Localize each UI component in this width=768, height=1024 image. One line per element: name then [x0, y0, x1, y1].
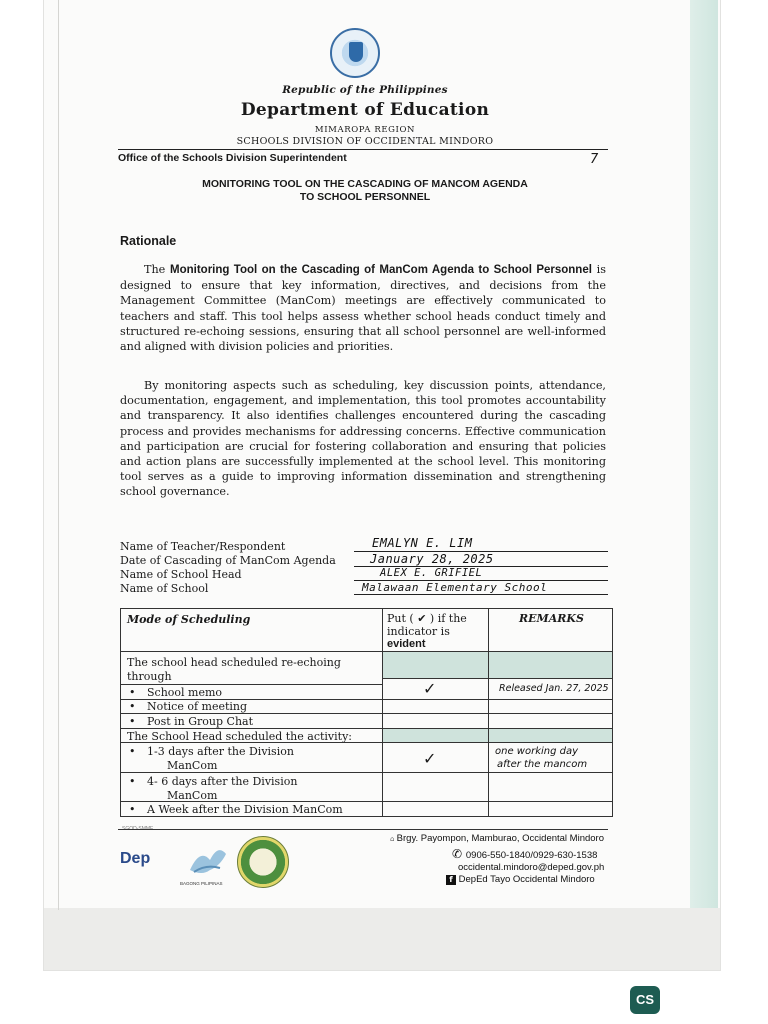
- check-cell-memo[interactable]: [382, 678, 489, 700]
- check-cell-4-6-days[interactable]: [382, 772, 489, 802]
- item-4-6-days-line2: ManCom: [167, 789, 218, 802]
- camscanner-badge[interactable]: CS: [630, 986, 660, 1014]
- group1-cell: [120, 651, 383, 685]
- row-week-after: [120, 801, 383, 817]
- email-text: occidental.mindoro@deped.gov.ph: [458, 862, 605, 873]
- col-header-indicator-2: indicator is: [387, 625, 450, 638]
- page-bottom-margin: [44, 908, 720, 970]
- header-divider: [118, 149, 608, 150]
- teacher-label: Name of Teacher/Respondent: [120, 540, 286, 553]
- deped-seal-icon: [330, 28, 380, 78]
- remark-cell-memo[interactable]: [488, 678, 613, 700]
- item-group-chat: • Post in Group Chat: [147, 715, 253, 728]
- republic-heading: Republic of the Philippines: [282, 84, 448, 96]
- col-header-indicator-1: Put ( ✔ ) if the: [387, 612, 467, 625]
- footer-divider: [118, 829, 608, 830]
- check-mark-1-3-days: ✓: [423, 749, 437, 768]
- header-cell-indicator: [382, 608, 489, 652]
- deped-logo: Dep: [120, 850, 151, 867]
- group1-shaded-remarks: [488, 651, 613, 679]
- head-label: Name of School Head: [120, 568, 242, 581]
- rationale-paragraph-2: By monitoring aspects such as scheduling, key discussion points, attendance, documentation, engagement, and implementation, this tool promotes accountability and transparency. It also identifies challenges encountered during the cascading process and provides mechanisms for addressing concerns. Effective communication and participation are crucial for fostering collaboration and ensuring that policies and action plans are successfully implemented at the school level. This monitoring tool serves as a guide to improving information dissemination and strengthening school governance.: [120, 379, 606, 499]
- page-edge-shadow: [690, 0, 718, 968]
- remark-cell-week[interactable]: [488, 801, 613, 817]
- bagong-pilipinas-label: BAGONG PILIPINAS: [180, 881, 223, 886]
- document-title-line1: MONITORING TOOL ON THE CASCADING OF MANCOM AGENDA: [202, 178, 528, 190]
- teacher-value[interactable]: EMALYN E. LIM: [372, 536, 473, 550]
- section-heading: Rationale: [120, 234, 177, 248]
- form-code: SGOD-SMME: [122, 826, 154, 832]
- remark-cell-notice[interactable]: [488, 699, 613, 714]
- p1-body: is designed to ensure that key information, directives, and decisions from the Management Committee (ManCom) meetings are effectively communicated to teachers and staff. This tool helps assess whether school heads conduct timely and structured re-echoing sessions, ensuring that all school personnel are well-informed and aligned with division policies and priorities.: [120, 263, 606, 354]
- office-name: Office of the Schools Division Superintendent: [118, 152, 347, 164]
- check-cell-notice[interactable]: [382, 699, 489, 714]
- bagong-pilipinas-logo-icon: [180, 840, 234, 884]
- col-header-indicator-3: evident: [387, 638, 426, 650]
- group2-shaded-remarks: [488, 728, 613, 743]
- item-1-3-days-line2: ManCom: [167, 759, 218, 772]
- head-value[interactable]: ALEX E. GRIFIEL: [380, 567, 483, 579]
- region-heading: MIMAROPA REGION: [314, 125, 416, 135]
- check-mark-memo: ✓: [423, 679, 437, 698]
- remark-cell-chat[interactable]: [488, 713, 613, 729]
- remark-memo: Released Jan. 27, 2025: [499, 683, 609, 694]
- item-school-memo: • School memo: [147, 686, 222, 699]
- row-4-6-days: [120, 772, 383, 802]
- document-title-line2: TO SCHOOL PERSONNEL: [299, 191, 431, 203]
- footer-email[interactable]: [458, 862, 604, 873]
- group2-shaded-indicator: [382, 728, 489, 743]
- row-notice: [120, 699, 383, 714]
- header-cell-remarks: [488, 608, 613, 652]
- remark-1-3-days-line1: one working day: [495, 746, 579, 757]
- facebook-icon: f: [446, 875, 456, 885]
- item-notice-of-meeting: • Notice of meeting: [147, 700, 247, 713]
- check-cell-chat[interactable]: [382, 713, 489, 729]
- item-4-6-days-line1: • 4- 6 days after the Division: [147, 775, 297, 788]
- school-label: Name of School: [120, 582, 209, 595]
- school-line: [354, 594, 608, 595]
- group1-line2: through: [127, 670, 172, 683]
- department-heading: Department of Education: [240, 100, 490, 120]
- p1-lead: The: [144, 263, 171, 276]
- date-value[interactable]: January 28, 2025: [370, 552, 494, 566]
- footer-phone: [452, 847, 597, 861]
- footer-facebook[interactable]: [446, 874, 595, 885]
- date-label: Date of Cascading of ManCom Agenda: [120, 554, 336, 567]
- footer-address: [390, 833, 604, 844]
- school-value[interactable]: Malawaan Elementary School: [362, 581, 548, 594]
- facebook-text: DepEd Tayo Occidental Mindoro: [458, 874, 595, 885]
- item-week-after: • A Week after the Division ManCom: [147, 803, 343, 816]
- address-text: Brgy. Payompon, Mamburao, Occidental Mindoro: [396, 833, 605, 844]
- row-1-3-days: [120, 742, 383, 773]
- row-school-memo: [120, 684, 383, 700]
- check-cell-week[interactable]: [382, 801, 489, 817]
- row-group-chat: [120, 713, 383, 729]
- phone-icon: ✆: [452, 847, 466, 861]
- header-cell-mode: [120, 608, 383, 652]
- location-icon: ⌂: [390, 835, 397, 843]
- page-number: 7: [590, 152, 599, 167]
- group2-cell: [120, 728, 383, 743]
- item-1-3-days-line1: • 1-3 days after the Division: [147, 745, 294, 758]
- group1-line1: The school head scheduled re-echoing: [127, 656, 341, 669]
- check-cell-1-3-days[interactable]: [382, 742, 489, 773]
- division-heading: SCHOOLS DIVISION OF OCCIDENTAL MINDORO: [236, 136, 494, 147]
- group2-label: The School Head scheduled the activity:: [127, 730, 353, 743]
- rationale-paragraph-1: [120, 262, 606, 354]
- sdo-seal-icon: [237, 836, 289, 888]
- phone-text: 0906-550-1840/0929-630-1538: [465, 850, 598, 861]
- col-header-mode: Mode of Scheduling: [127, 613, 251, 626]
- remark-1-3-days-line2: after the mancom: [497, 759, 588, 770]
- col-header-remarks: REMARKS: [519, 612, 584, 625]
- remark-cell-4-6-days[interactable]: [488, 772, 613, 802]
- remark-cell-1-3-days[interactable]: [488, 742, 613, 773]
- group1-shaded-indicator: [382, 651, 489, 679]
- p1-bold-title: Monitoring Tool on the Cascading of ManCom Agenda to School Personnel: [170, 264, 592, 276]
